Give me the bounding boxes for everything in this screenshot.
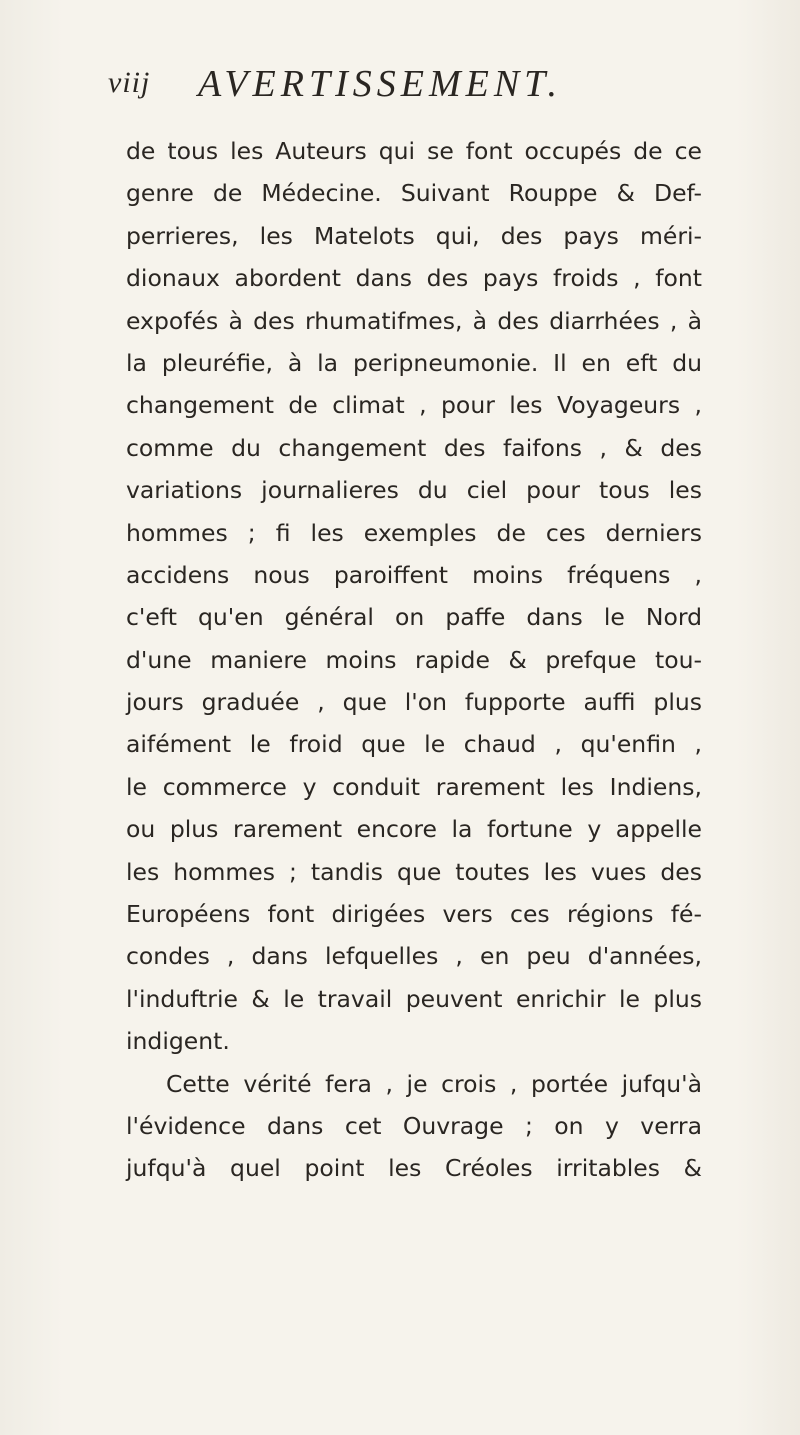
text-line: le commerce y conduit rarement les Indiens, [126,772,702,801]
text-line: les hommes ; tandis que toutes les vues des [126,857,702,886]
text-line: jufqu'à quel point les Créoles irritables & [126,1154,702,1183]
text-line: de tous les Auteurs qui se font occupés de ce [126,137,702,165]
text-line: indigent. [126,1027,230,1056]
text-line: perrieres, les Matelots qui, des pays méri- [126,221,702,250]
paragraph [126,1063,702,1190]
text-line: hommes ; fi les exemples de ces derniers [126,518,702,547]
text-line: l'évidence dans cet Ouvrage ; on y verra [126,1111,702,1140]
text-line: jours graduée , que l'on fupporte auffi plus [126,688,702,717]
page-header [108,63,708,122]
text-line: variations journalieres du ciel pour tous les [126,476,702,505]
text-line: expofés à des rhumatifmes, à des diarrhées , à [126,306,702,335]
text-line: d'une maniere moins rapide & prefque tou- [126,645,702,674]
text-line: ou plus rarement encore la fortune y appelle [126,815,702,844]
text-line: l'induftrie & le travail peuvent enrichir le plus [126,984,702,1013]
running-title: AVERTISSEMENT. [198,63,562,105]
text-line: dionaux abordent dans des pays froids , font [126,264,702,293]
body-text [126,130,702,1190]
text-line: Cette vérité fera , je crois , portée jufqu'à [166,1069,702,1098]
text-line: changement de climat , pour les Voyageurs , [126,391,702,420]
page-folio: viij [108,66,151,99]
text-line: Européens font dirigées vers ces régions fé- [126,900,702,929]
text-line: genre de Médecine. Suivant Rouppe & Def- [126,179,702,208]
text-line: condes , dans lefquelles , en peu d'années, [126,942,702,971]
paragraph [126,130,702,1063]
text-line: c'eft qu'en général on paffe dans le Nord [126,603,702,632]
text-line: comme du changement des faifons , & des [126,433,702,462]
text-line: la pleuréfie, à la peripneumonie. Il en eft du [126,348,702,377]
text-line: accidens nous paroiffent moins fréquens , [126,560,702,589]
text-line: aifément le froid que le chaud , qu'enfin , [126,730,702,759]
